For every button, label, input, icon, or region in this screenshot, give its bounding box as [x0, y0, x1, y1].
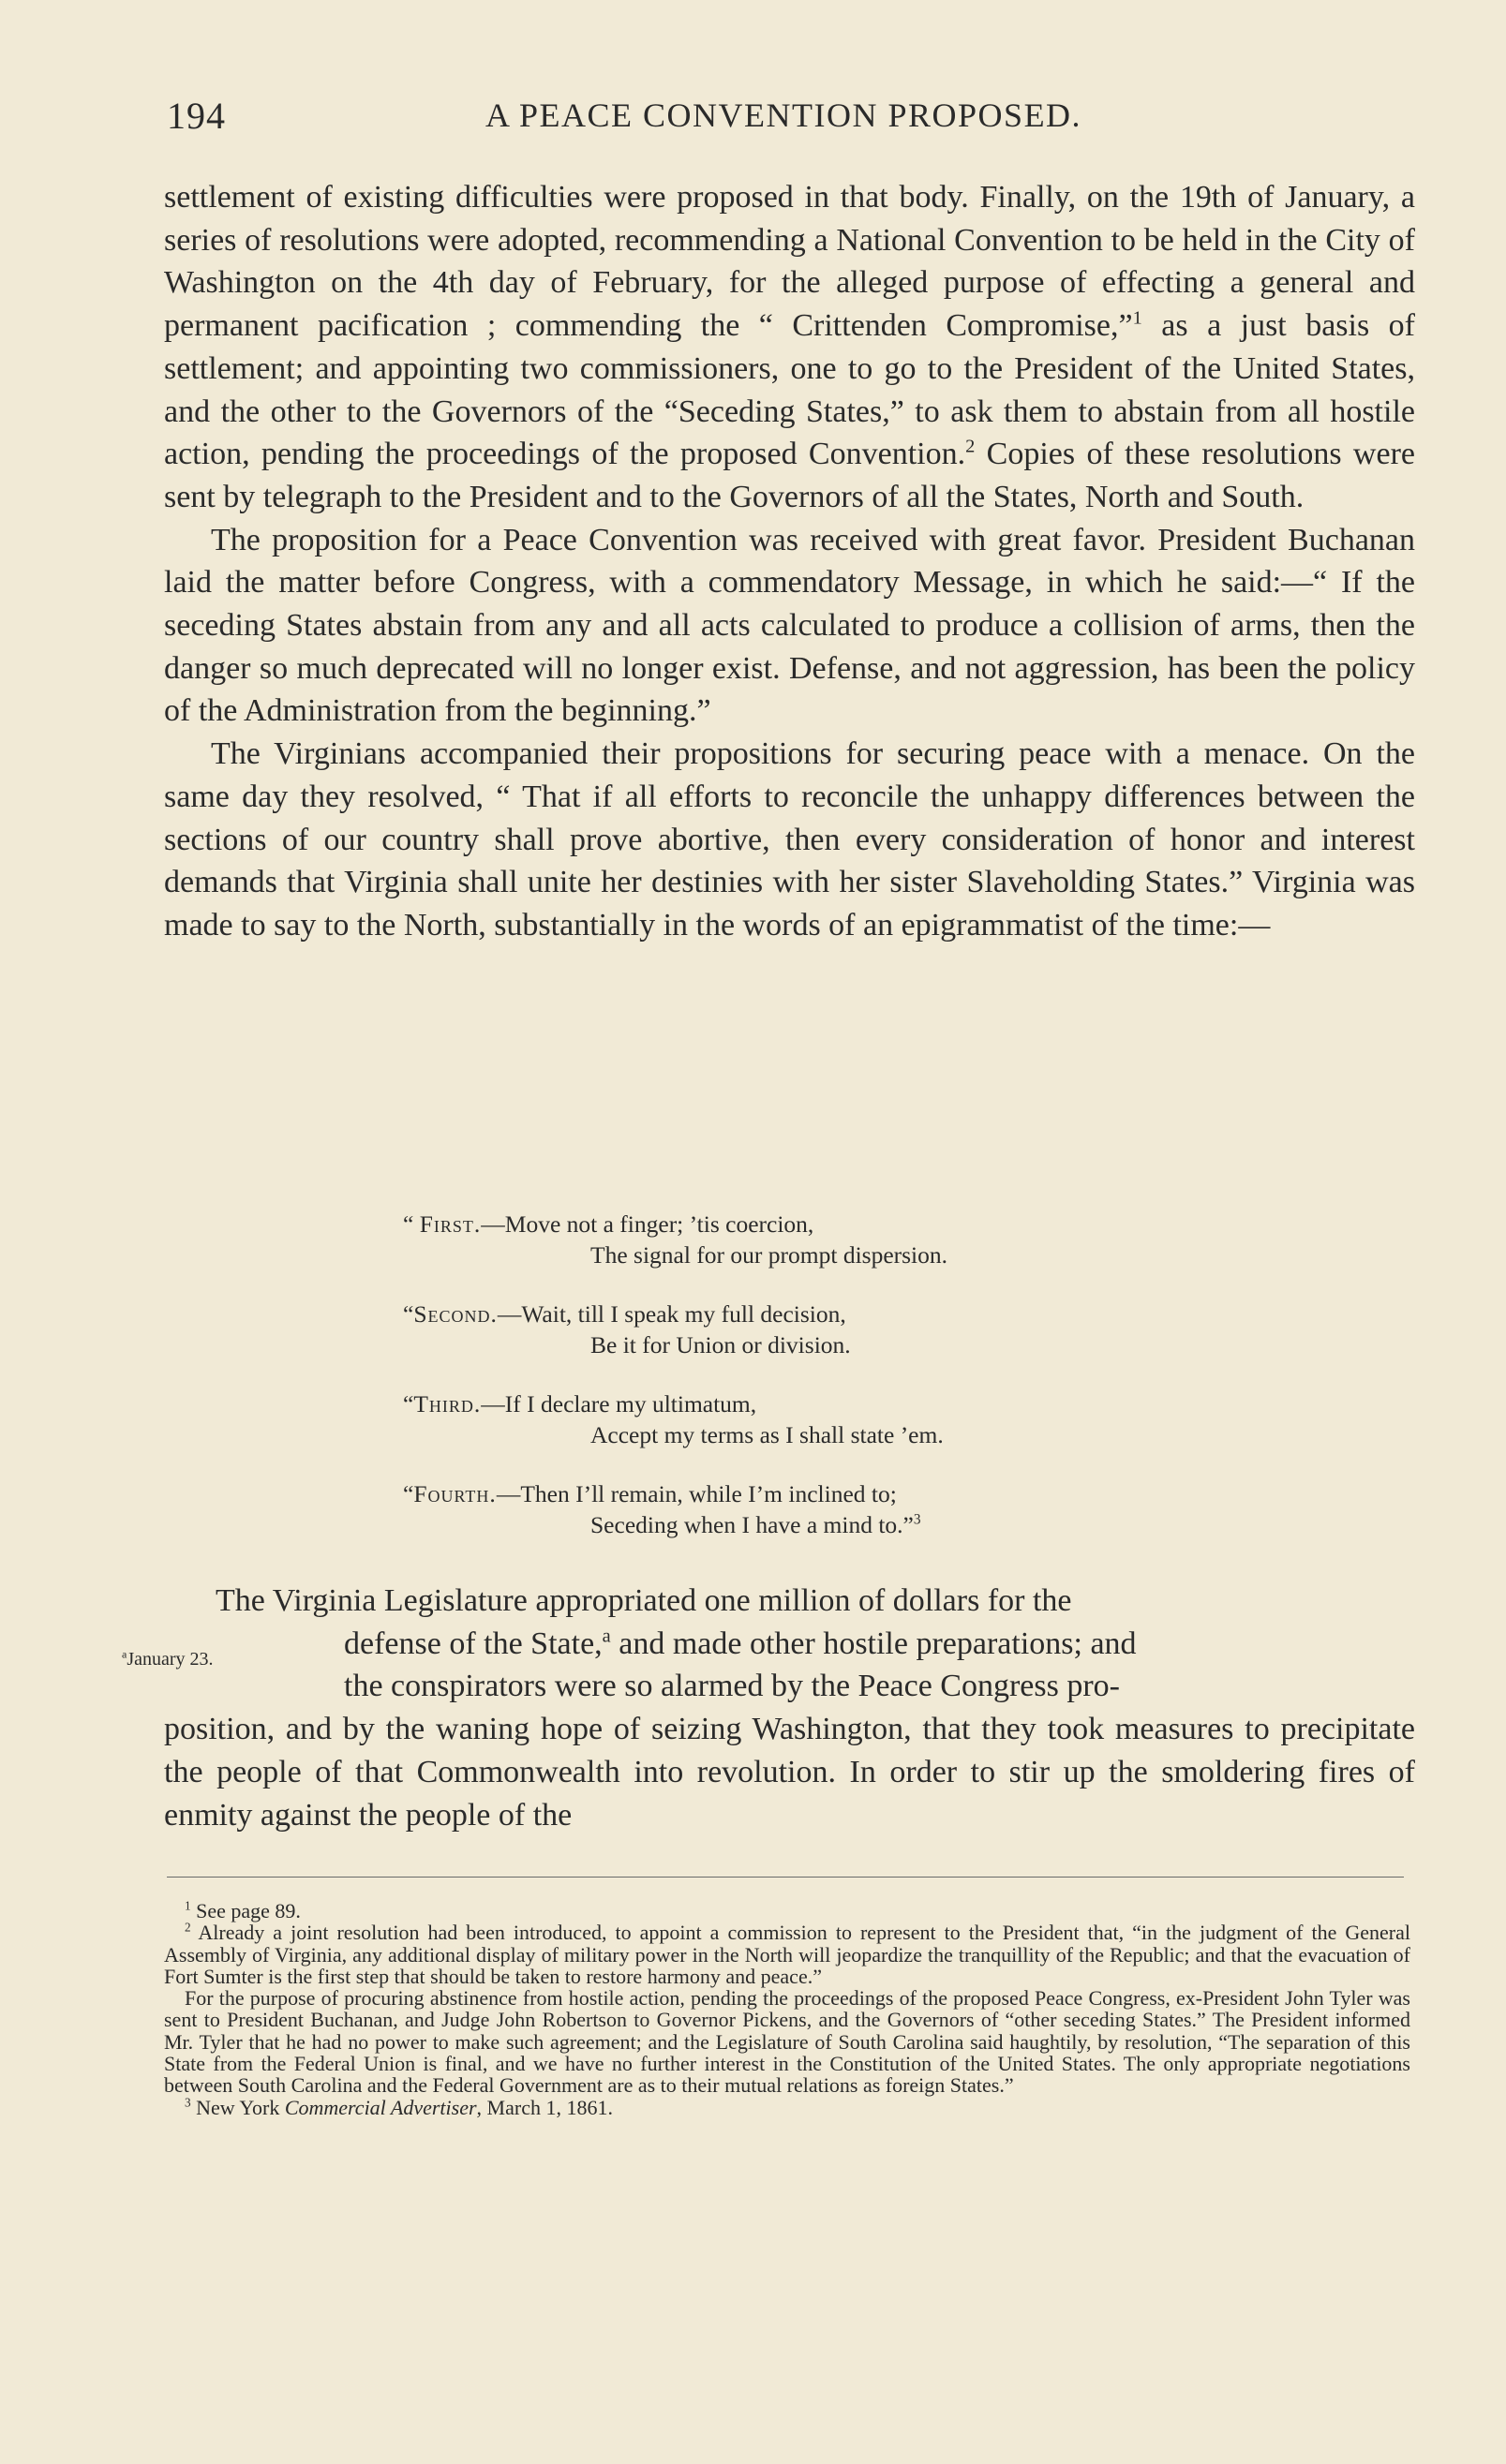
paragraph-1: settlement of existing difficulties were proposed in that body. Finally, on the 19th of January, a series of resolutions were adopted, recommending a National Convention to be held in the City of Washington on the 4th day of February, for the alleged purpose of effecting a general and permanent pacification ; commending the “ Crittenden Compromise,”$^1$ as a just basis of settlement; and appointing two commissioners, one to go to the President of the United States, and the other to the Governors of the “Seceding States,” to ask them to abstain from all hostile action, pending the proceedings of the proposed Convention.$^2$ Copies of these resolutions were sent by telegraph to the President and to the Governors of all the States, North and South. [164, 180, 1416, 514]
page-number: 194 [167, 95, 226, 137]
footnote-divider [167, 1877, 1404, 1878]
footnote-ref-3[interactable]: 3 [913, 1511, 921, 1528]
footnote-2: $^2$ Already a joint resolution had been introduced, to appoint a commission to represent to the President that, “in the judgment of the General Assembly of Virginia, any additional display of military power in the North will jeopardize the tranquillity of the Republic; and that the evacuation of Fort Sumter is the first step that should be taken to restore harmony and peace.” [164, 1920, 1410, 1988]
footnote-3: $^3$ New York Commercial Advertiser, March 1, 1861. [185, 2095, 613, 2119]
footnote-ref-1[interactable]: 1 [1132, 307, 1142, 329]
footnote-ref-2[interactable]: 2 [965, 436, 976, 457]
margin-note-date: $^a$January 23. [122, 1647, 214, 1670]
paragraph-4: The Virginia Legislature appropriated one million of dollars for the defense of the State,$^a$ and made other hostile preparations; and the conspirators were so alarmed by the Peace Congress pro- position, and by the waning hope of seizing Washington, that they took measures to precipitate the people of that Commonwealth into revolution. In order to stir up the smoldering fires of enmity against the people of the [164, 1583, 1415, 1833]
page-header [167, 94, 1403, 141]
poem-stanza-fourth: “Fourth.—Then I’ll remain, while I’m inclined to; Seceding when I have a mind to.”$^3$ [403, 1480, 921, 1538]
footnote-1: $^1$ See page 89. [185, 1898, 301, 1922]
paragraph-2: The proposition for a Peace Convention was received with great favor. President Buchanan laid the matter before Congress, with a commendatory Message, in which he said:—“ If the seceding States abstain from any and all acts calculated to produce a collision of arms, then the danger so much deprecated will no longer exist. Defense, and not aggression, has been the policy of the Administration from the beginning.” [164, 522, 1415, 729]
footnotes [164, 1900, 1410, 2118]
paragraph-3: The Virginians accompanied their propositions for securing peace with a menace. On the same day they resolved, “ That if all efforts to reconcile the unhappy differences between the sections of our country shall prove abortive, then every consideration of honor and interest demands that Virginia shall unite her destinies with her sister Slaveholding States.” Virginia was made to say to the North, substantially in the words of an epigrammatist of the time:— [164, 736, 1415, 943]
poem-stanza-second: “Second.—Wait, till I speak my full decision, Be it for Union or division. [403, 1300, 851, 1358]
footnote-2-continued: For the purpose of procuring abstinence from hostile action, pending the proceedings of the proposed Peace Congress, ex-President John Tyler was sent to President Buchanan, and Judge John Robertson to Governor Pickens, and the Governors of “other seceding States.” The President informed Mr. Tyler that he had no power to make such agreement; and the Legislature of South Carolina said haughtily, by resolution, “The separation of this State from the Federal Union is final, and we have no further interest in the Constitution of the United States. The only appropriate negotiations between South Carolina and the Federal Government are as to their mutual relations as foreign States.” [164, 1986, 1410, 2098]
poem-stanza-third: “Third.—If I declare my ultimatum, Accept my terms as I shall state ’em. [403, 1390, 944, 1448]
margin-note-ref[interactable]: a [602, 1625, 611, 1647]
running-title: A PEACE CONVENTION PROPOSED. [485, 96, 1082, 134]
epigram-poem [403, 1209, 1228, 1568]
main-text-top [164, 176, 1415, 947]
main-text-bottom [164, 1580, 1415, 1836]
poem-stanza-first: “ First.—Move not a finger; ’tis coercion, The signal for our prompt dispersion. [403, 1210, 948, 1269]
